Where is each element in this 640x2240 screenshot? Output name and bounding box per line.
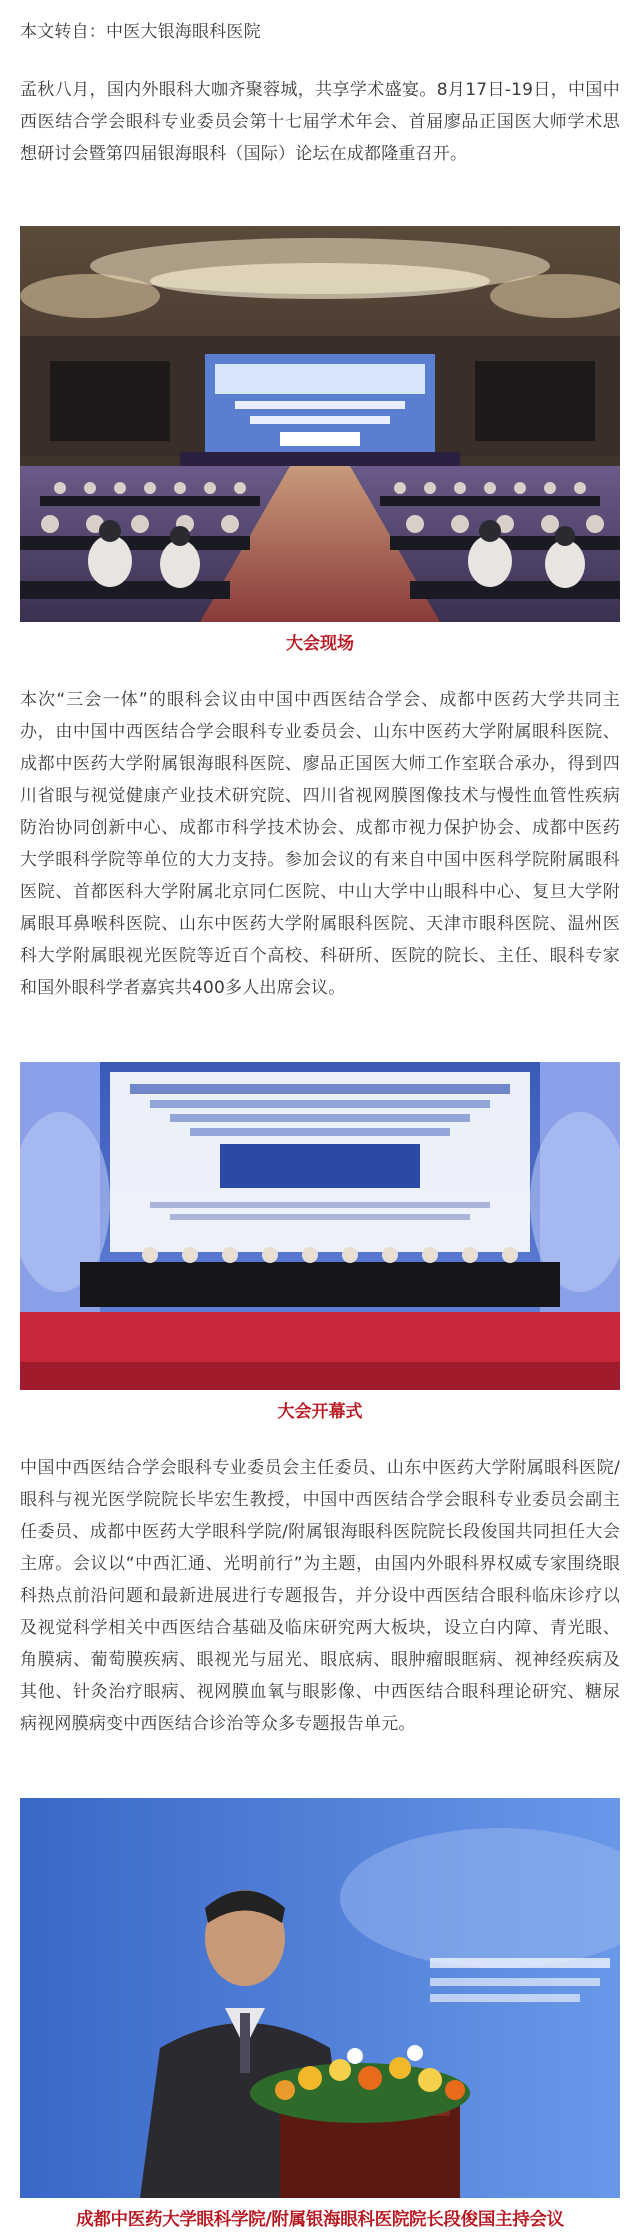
photo2-caption: 大会开幕式	[277, 1402, 363, 1422]
photo1-caption: 大会现场	[286, 634, 354, 654]
paragraph-chairs: 中国中西医结合学会眼科专业委员会主任委员、山东中医药大学附属眼科医院/眼科与视光医学院院长毕宏生教授，中国中西医结合学会眼科专业委员会副主任委员、成都中医药大学眼科学院/附属银海眼科医院院长段俊国共同担任大会主席。会议以“中西汇通、光明前行”为主题，由国内外眼科界权威专家围绕眼科热点前沿问题和最新进展进行专题报告，并分设中西医结合眼科临床诊疗以及视觉科学相关中西医结合基础及临床研究两大板块，设立白内障、青光眼、角膜病、葡萄膜疾病、眼视光与屈光、眼底病、眼肿瘤眼眶病、视神经疾病及其他、针灸治疗眼病、视网膜血氧与眼影像、中西医结合眼科理论研究、糖尿病视网膜病变中西医结合诊治等众多专题报告单元。	[20, 1458, 620, 1734]
paragraph-organizers: 本次“三会一体”的眼科会议由中国中西医结合学会、成都中医药大学共同主办，由中国中西医结合学会眼科专业委员会、山东中医药大学附属眼科医院、成都中医药大学附属银海眼科医院、廖品正国医大师工作室联合承办，得到四川省眼与视觉健康产业技术研究院、四川省视网膜图像技术与慢性血管性疾病防治协同创新中心、成都市科学技术协会、成都市视力保护协会、成都中医药大学眼科学院等单位的大力支持。参加会议的有来自中国中医科学院附属眼科医院、首都医科大学附属北京同仁医院、中山大学中山眼科中心、复旦大学附属眼耳鼻喉科医院、山东中医药大学附属眼科医院、天津市眼科医院、温州医科大学附属眼视光医院等近百个高校、科研所、医院的院长、主任、眼科专家和国外眼科学者嘉宾共400多人出席会议。	[20, 690, 620, 998]
intro-paragraph: 孟秋八月，国内外眼科大咖齐聚蓉城，共享学术盛宴。8月17日-19日，中国中西医结合学会眼科专业委员会第十七届学术年会、首届廖品正国医大师学术思想研讨会暨第四届银海眼科（国际）论坛在成都隆重召开。	[20, 80, 620, 164]
opening-ceremony-photo	[20, 1062, 620, 1390]
speaker-photo	[20, 1798, 620, 2198]
photo3-caption: 成都中医药大学眼科学院/附属银海眼科医院院长段俊国主持会议	[76, 2210, 564, 2230]
source-line: 本文转自：中医大银海眼科医院	[20, 22, 261, 42]
conference-hall-photo	[20, 226, 620, 622]
